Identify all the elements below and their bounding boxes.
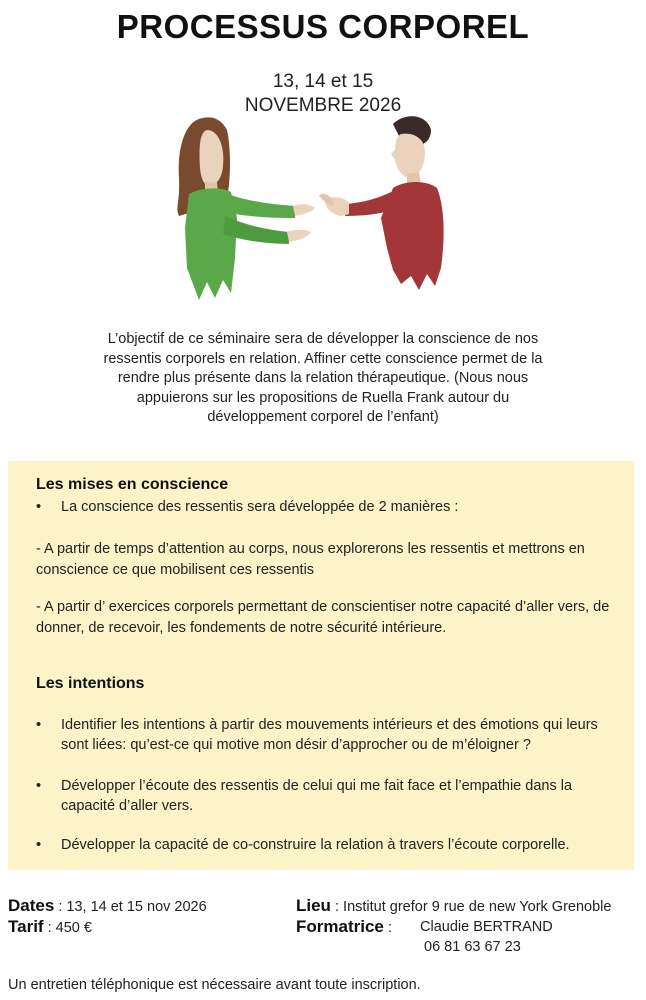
bullet-icon: • (36, 717, 42, 733)
lieu-info (296, 895, 611, 918)
list-item-text: Développer l’écoute des ressentis de celui qui me fait face et l’empathie dans la capacité d’aller vers. (61, 778, 573, 814)
bullet-icon: • (36, 837, 42, 853)
dates-value: : 13, 14 et 15 nov 2026 (54, 899, 207, 915)
two-people-illustration (165, 108, 455, 313)
list-item (36, 835, 616, 855)
date-month-year: NOVEMBRE 2026 (244, 95, 402, 116)
bullet-icon: • (36, 499, 42, 515)
list-item-text: La conscience des ressentis sera développée de 2 manières : (61, 499, 459, 515)
tarif-value: : 450 € (43, 920, 92, 936)
list-item-text: Développer la capacité de co-construire la relation à travers l’écoute corporelle. (61, 837, 570, 853)
intro-paragraph (70, 330, 576, 428)
woman-figure (177, 117, 315, 300)
tarif-info (8, 916, 92, 939)
lieu-value: : Institut grefor 9 rue de new York Grenoble (330, 899, 612, 915)
bullet-icon: • (36, 778, 42, 794)
lieu-label: Lieu (296, 896, 331, 915)
intro-line: développement corporel de l’enfant) (207, 409, 439, 425)
list-item-text: Identifier les intentions à partir des mouvements intérieurs et des émotions qui leurs sont liées: qu’est-ce qui motive mon désir d’approcher ou de m’éloigner ? (61, 717, 598, 753)
man-figure (319, 116, 444, 290)
section-title-mises-en-conscience: Les mises en conscience (36, 476, 229, 493)
section-title-intentions: Les intentions (36, 675, 145, 692)
list-item (36, 776, 616, 816)
intro-line: ressentis corporels en relation. Affiner cette conscience permet de la (103, 350, 543, 367)
paragraph-exercices-corporels: - A partir d’ exercices corporels permettant de conscientiser notre capacité d’aller vers, de donner, de recevoir, les fondements de notre sécurité intérieure. (36, 599, 610, 636)
formatrice-name: Claudie BERTRAND (420, 919, 553, 935)
formatrice-label: Formatrice (296, 917, 384, 936)
list-item (36, 497, 616, 517)
date-days: 13, 14 et 15 (272, 71, 374, 92)
intro-line: rendre plus présente dans la relation thérapeutique. (Nous nous (117, 370, 529, 386)
dates-info (8, 895, 207, 918)
intro-line: appuierons sur les propositions de Ruella Frank autour du (136, 389, 510, 406)
tarif-label: Tarif (8, 917, 44, 936)
list-item (36, 715, 616, 755)
dates-label: Dates (8, 896, 55, 915)
phone-number: 06 81 63 67 23 (424, 939, 521, 955)
page-title: PROCESSUS CORPOREL (116, 8, 530, 45)
intro-line: L’objectif de ce séminaire sera de développer la conscience de nos (107, 331, 539, 347)
formatrice-info (296, 916, 392, 939)
paragraph-attention-corps: - A partir de temps d’attention au corps, nous explorerons les ressentis et mettrons en conscience ce que mobilisent ces ressentis (36, 541, 585, 578)
footer-note: Un entretien téléphonique est nécessaire avant toute inscription. (8, 977, 421, 993)
formatrice-separator: : (383, 920, 392, 936)
